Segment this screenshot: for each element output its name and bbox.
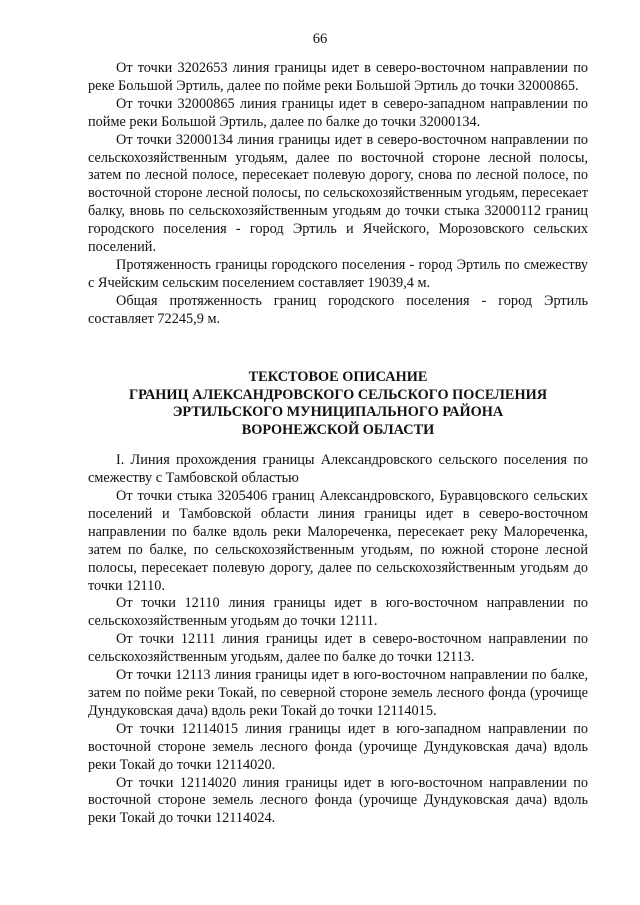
paragraph: Протяженность границы городского поселения - город Эртиль по смежеству с Ячейским сельским поселением составляет 19039,4 м. bbox=[88, 256, 588, 291]
paragraph: От точки 12113 линия границы идет в юго-восточном направлении по балке, затем по пойме реки Токай, по северной стороне земель лесного фонда (урочище Дундуковская дача) вдоль реки Токай до точки 12114015. bbox=[88, 667, 588, 719]
paragraph: От точки 12114020 линия границы идет в юго-восточном направлении по восточной стороне земель лесного фонда (урочище Дундуковская дача) вдоль реки Токай до точки 12114024. bbox=[88, 774, 588, 827]
paragraph: От точки 32000134 линия границы идет в северо-восточном направлении по сельскохозяйственным угодьям, далее по восточной стороне лесной полосы, затем по лесной полосе, пересекает полевую дорогу, снова по лесной полосе, по восточной стороне лесной полосы, по сельскохозяйственным угодьям, пересекает балку, вновь по сельскохозяйственным угодьям до точки стыка 32000112 границ городского поселения - город Эртиль и Ячейского, Морозовского сельских поселений. bbox=[88, 131, 588, 256]
heading-line: ТЕКСТОВОЕ ОПИСАНИЕ bbox=[248, 368, 428, 385]
paragraph: Общая протяженность границ городского поселения - город Эртиль составляет 72245,9 м. bbox=[88, 292, 588, 327]
heading-line: ГРАНИЦ АЛЕКСАНДРОВСКОГО СЕЛЬСКОГО ПОСЕЛЕНИЯ bbox=[128, 386, 548, 403]
heading-line: ВОРОНЕЖСКОЙ ОБЛАСТИ bbox=[241, 422, 435, 439]
section-heading bbox=[88, 369, 588, 441]
page-number: 66 bbox=[312, 31, 328, 47]
document-body bbox=[88, 60, 588, 828]
heading-line: ЭРТИЛЬСКОГО МУНИЦИПАЛЬНОГО РАЙОНА bbox=[172, 404, 504, 421]
paragraph: От точки стыка 3205406 границ Александровского, Буравцовского сельских поселений и Тамбовской области линия границы идет в северо-восточном направлении по балке вдоль реки Малореченка, пересекает реку Малореченка, затем по балке, по сельскохозяйственным угодьям, по южной стороне лесной полосы, пересекает полевую дорогу, далее по сельскохозяйственным угодьям до точки 12110. bbox=[88, 488, 588, 594]
paragraph: От точки 32000865 линия границы идет в северо-западном направлении по пойме реки Большой Эртиль, далее по балке до точки 32000134. bbox=[88, 95, 588, 130]
paragraph: От точки 12110 линия границы идет в юго-восточном направлении по сельскохозяйственным угодьям до точки 12111. bbox=[88, 595, 588, 630]
paragraph: От точки 12114015 линия границы идет в юго-западном направлении по восточной стороне земель лесного фонда (урочище Дундуковская дача) вдоль реки Токай до точки 12114020. bbox=[88, 720, 588, 773]
paragraph: От точки 12111 линия границы идет в северо-восточном направлении по сельскохозяйственным угодьям, далее по балке до точки 12113. bbox=[88, 631, 588, 666]
subsection-title: I. Линия прохождения границы Александровского сельского поселения по смежеству с Тамбовской областью bbox=[88, 452, 588, 487]
paragraph: От точки 3202653 линия границы идет в северо-восточном направлении по реке Большой Эртиль, далее по пойме реки Большой Эртиль до точки 32000865. bbox=[88, 60, 588, 94]
